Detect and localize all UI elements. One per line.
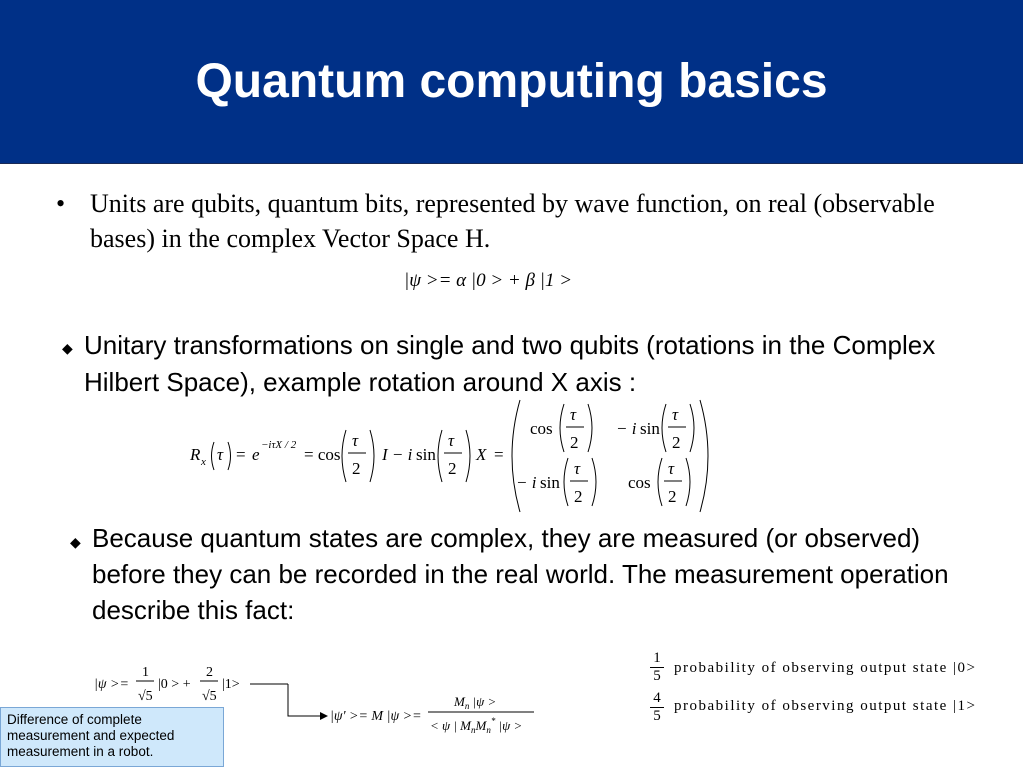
svg-text:< ψ | MnMn* |ψ >: < ψ | $M_nM_n^*$ |ψ >	[430, 716, 523, 735]
svg-text:sin: sin	[540, 473, 560, 492]
svg-text:cos: cos	[530, 419, 553, 438]
svg-text:τ: τ	[570, 405, 577, 424]
svg-text:2: 2	[206, 665, 213, 680]
probability-fraction: $\frac{4}{5}$	[650, 690, 664, 725]
svg-text:−iτX / 2: −iτX / 2	[261, 439, 297, 451]
svg-text:τ: τ	[672, 405, 679, 424]
svg-text:1: 1	[142, 665, 149, 680]
rotation-matrix-equation	[186, 398, 726, 514]
title-bar	[0, 0, 1023, 164]
svg-text:τ: τ	[217, 445, 224, 464]
diamond-bullet-icon: ◆	[70, 534, 81, 550]
svg-text:2: 2	[672, 433, 681, 452]
diamond-bullet-icon: ◆	[62, 340, 73, 356]
callout-line: measurement and expected	[7, 728, 175, 743]
svg-text:2: 2	[570, 433, 579, 452]
svg-text:=: =	[236, 445, 246, 464]
svg-text:− i: − i	[616, 419, 637, 438]
svg-text:2: 2	[352, 459, 361, 478]
svg-text:2: 2	[574, 487, 583, 506]
svg-text:R: R	[190, 445, 201, 464]
svg-text:x: x	[201, 456, 206, 468]
probability-state-0: probability of observing output state |0>	[674, 660, 977, 676]
svg-text:e: e	[252, 445, 260, 464]
bullet-unitary-text: Unitary transformations on single and two qubits (rotations in the Complex Hilbert Space), example rotation around X axis :	[84, 330, 936, 397]
svg-text:2: 2	[668, 487, 677, 506]
slide-title: Quantum computing basics	[195, 55, 828, 108]
svg-text:√5: √5	[202, 689, 217, 704]
svg-text:|1>: |1>	[222, 677, 240, 692]
svg-text:τ: τ	[574, 459, 581, 478]
callout-note	[0, 707, 224, 767]
svg-text:cos: cos	[628, 473, 651, 492]
svg-text:− i: − i	[516, 473, 537, 492]
svg-text:sin: sin	[416, 445, 436, 464]
probability-fraction: $\frac{1}{5}$	[650, 650, 664, 685]
bullet-measurement-text: Because quantum states are complex, they are measured (or observed) before they can be recorded in the real world. The measurement operation describe this fact:	[92, 523, 949, 625]
svg-text:=: =	[494, 445, 504, 464]
svg-text:√5: √5	[138, 689, 153, 704]
bullet-dot-icon: •	[56, 189, 66, 218]
svg-text:= cos: = cos	[304, 445, 341, 464]
svg-text:X: X	[476, 445, 487, 464]
callout-line: Difference of complete	[7, 712, 142, 727]
svg-text:|ψ' >= M |ψ >=: |ψ' >= M |ψ >=	[330, 709, 422, 724]
svg-text:τ: τ	[352, 431, 359, 450]
svg-text:|ψ >=: |ψ >=	[94, 677, 129, 692]
svg-text:τ: τ	[668, 459, 675, 478]
svg-text:sin: sin	[640, 419, 660, 438]
svg-text:τ: τ	[448, 431, 455, 450]
svg-text:2: 2	[448, 459, 457, 478]
svg-text:|0 > +: |0 > +	[158, 677, 191, 692]
bullet-qubits-text: Units are qubits, quantum bits, represented by wave function, on real (observable bases) in the complex Vector Space H.	[90, 189, 935, 253]
callout-line: measurement in a robot.	[7, 744, 154, 759]
svg-text:Mn |ψ >: $M_n$ |ψ >	[454, 694, 497, 711]
svg-text:I − i: I − i	[382, 445, 413, 464]
probability-state-1: probability of observing output state |1>	[674, 698, 977, 714]
state-equation: |ψ >= α |0 > + β |1 >	[404, 270, 573, 291]
